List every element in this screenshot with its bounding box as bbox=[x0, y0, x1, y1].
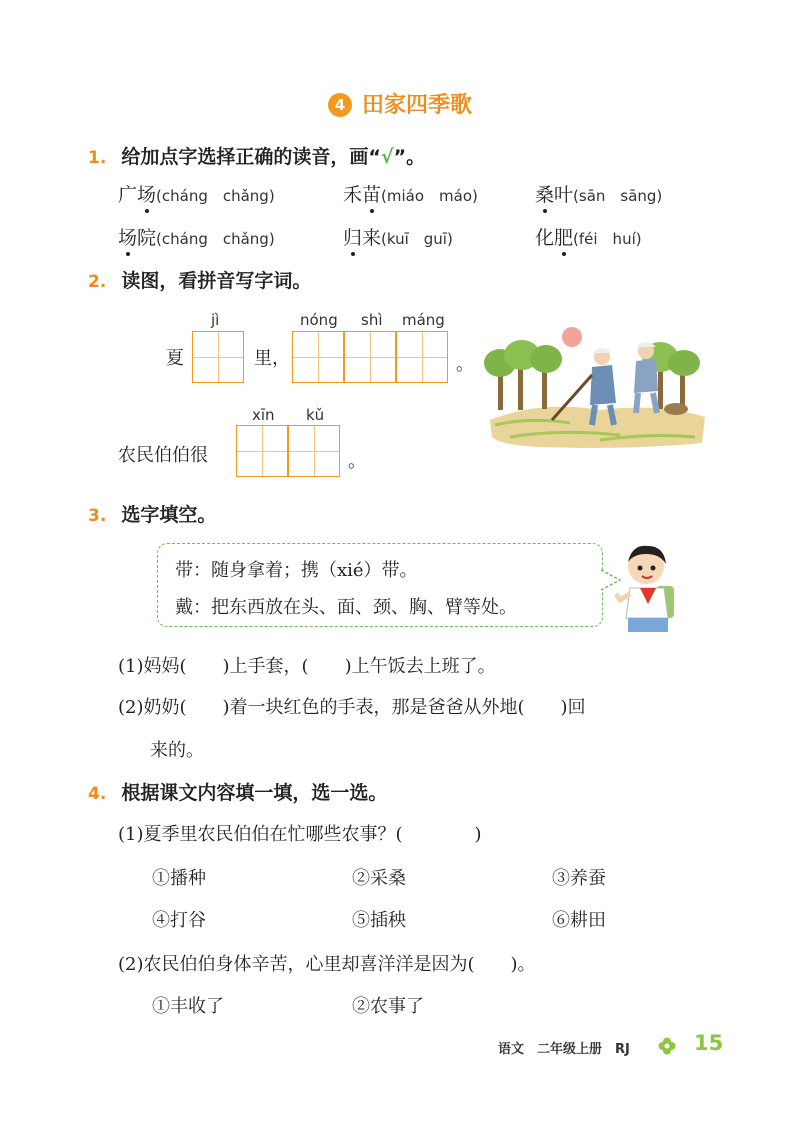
q1-item-5: 归来(kuī guī) bbox=[343, 223, 453, 250]
q1-item-2: 禾苗(miáo máo) bbox=[343, 180, 478, 207]
farmers-illustration bbox=[480, 325, 710, 450]
q4-option-1[interactable]: ①播种 bbox=[152, 868, 206, 889]
q4-number: 4. bbox=[88, 784, 107, 804]
q2-line1-prefix: 夏 bbox=[166, 348, 184, 369]
q3-sentence-2a: (2)奶奶( )着一块红色的手表，那是爸爸从外地( )回 bbox=[118, 697, 586, 718]
q1-text: 给加点字选择正确的读音，画“ bbox=[121, 146, 381, 168]
writing-box-nong[interactable] bbox=[292, 331, 344, 383]
q3-text: 选字填空。 bbox=[121, 504, 217, 526]
page-number: 15 bbox=[694, 1031, 724, 1055]
q2-heading bbox=[88, 266, 311, 293]
dotted-char: 肥 bbox=[554, 223, 573, 250]
clover-icon bbox=[658, 1037, 676, 1055]
pinyin-ku: kǔ bbox=[306, 406, 325, 424]
lesson-title-text: 田家四季歌 bbox=[361, 93, 472, 118]
q4-option-4[interactable]: ④打谷 bbox=[152, 910, 206, 931]
q4-part2-option-1[interactable]: ①丰收了 bbox=[152, 996, 224, 1017]
dotted-char: 场 bbox=[137, 180, 156, 207]
q2-line1-end: 。 bbox=[456, 354, 474, 375]
pinyin-xin: xīn bbox=[252, 406, 275, 424]
q1-heading bbox=[88, 142, 425, 169]
definition-dai-carry: 带：随身拿着；携（xié）带。 bbox=[175, 560, 418, 581]
pinyin-options: (féi huí) bbox=[573, 230, 642, 248]
writing-box-ji[interactable] bbox=[192, 331, 244, 383]
sun-icon bbox=[562, 327, 582, 347]
q3-number: 3. bbox=[88, 506, 107, 526]
q4-option-6[interactable]: ⑥耕田 bbox=[552, 910, 606, 931]
dotted-char: 场 bbox=[118, 223, 137, 250]
pinyin-options: (cháng chǎng) bbox=[156, 187, 275, 205]
q1-item-4: 场院(cháng chǎng) bbox=[118, 223, 275, 250]
q1-text-end: ”。 bbox=[393, 146, 426, 168]
q3-heading bbox=[88, 500, 216, 527]
boy-illustration bbox=[608, 538, 690, 634]
q1-item-6: 化肥(féi huí) bbox=[535, 223, 642, 250]
q4-heading bbox=[88, 778, 387, 805]
check-mark-icon: √ bbox=[380, 146, 394, 168]
pinyin-options: (sān sāng) bbox=[573, 187, 663, 205]
q4-text: 根据课文内容填一填，选一选。 bbox=[121, 782, 388, 804]
q4-part-2: (2)农民伯伯身体辛苦，心里却喜洋洋是因为( )。 bbox=[118, 954, 536, 975]
q2-line2-prefix: 农民伯伯很 bbox=[118, 445, 208, 466]
q2-number: 2. bbox=[88, 272, 107, 292]
q1-number: 1. bbox=[88, 148, 107, 168]
lesson-title bbox=[0, 88, 800, 119]
footer-subject: 语文 二年级上册 RJ bbox=[498, 1042, 630, 1057]
q4-part2-option-2[interactable]: ②农事了 bbox=[352, 996, 424, 1017]
q4-part-1: (1)夏季里农民伯伯在忙哪些农事？( ) bbox=[118, 824, 482, 845]
writing-box-ku[interactable] bbox=[288, 425, 340, 477]
pinyin-ji: jì bbox=[211, 311, 220, 329]
lesson-number-badge: 4 bbox=[328, 93, 352, 117]
q4-option-5[interactable]: ⑤插秧 bbox=[352, 910, 406, 931]
dotted-char: 桑 bbox=[535, 180, 554, 207]
writing-box-mang[interactable] bbox=[396, 331, 448, 383]
pinyin-shi: shì bbox=[361, 311, 383, 329]
pinyin-mang: máng bbox=[402, 311, 445, 329]
q3-sentence-1: (1)妈妈( )上手套，( )上午饭去上班了。 bbox=[118, 656, 496, 677]
q3-sentence-2b: 来的。 bbox=[150, 740, 204, 761]
q1-item-1: 广场(cháng chǎng) bbox=[118, 180, 275, 207]
q1-item-3: 桑叶(sān sāng) bbox=[535, 180, 662, 207]
pinyin-options: (kuī guī) bbox=[381, 230, 453, 248]
dotted-char: 归 bbox=[343, 223, 362, 250]
pinyin-options: (miáo máo) bbox=[381, 187, 478, 205]
writing-box-shi[interactable] bbox=[344, 331, 396, 383]
writing-box-xin[interactable] bbox=[236, 425, 288, 477]
dotted-char: 苗 bbox=[362, 180, 381, 207]
pinyin-nong: nóng bbox=[300, 311, 338, 329]
q2-text: 读图，看拼音写字词。 bbox=[121, 270, 312, 292]
q2-line1-mid: 里， bbox=[254, 348, 290, 369]
q2-line2-end: 。 bbox=[348, 451, 366, 472]
definition-dai-wear: 戴：把东西放在头、面、颈、胸、臂等处。 bbox=[175, 597, 517, 618]
q4-option-2[interactable]: ②采桑 bbox=[352, 868, 406, 889]
pinyin-options: (cháng chǎng) bbox=[156, 230, 275, 248]
q4-option-3[interactable]: ③养蚕 bbox=[552, 868, 606, 889]
